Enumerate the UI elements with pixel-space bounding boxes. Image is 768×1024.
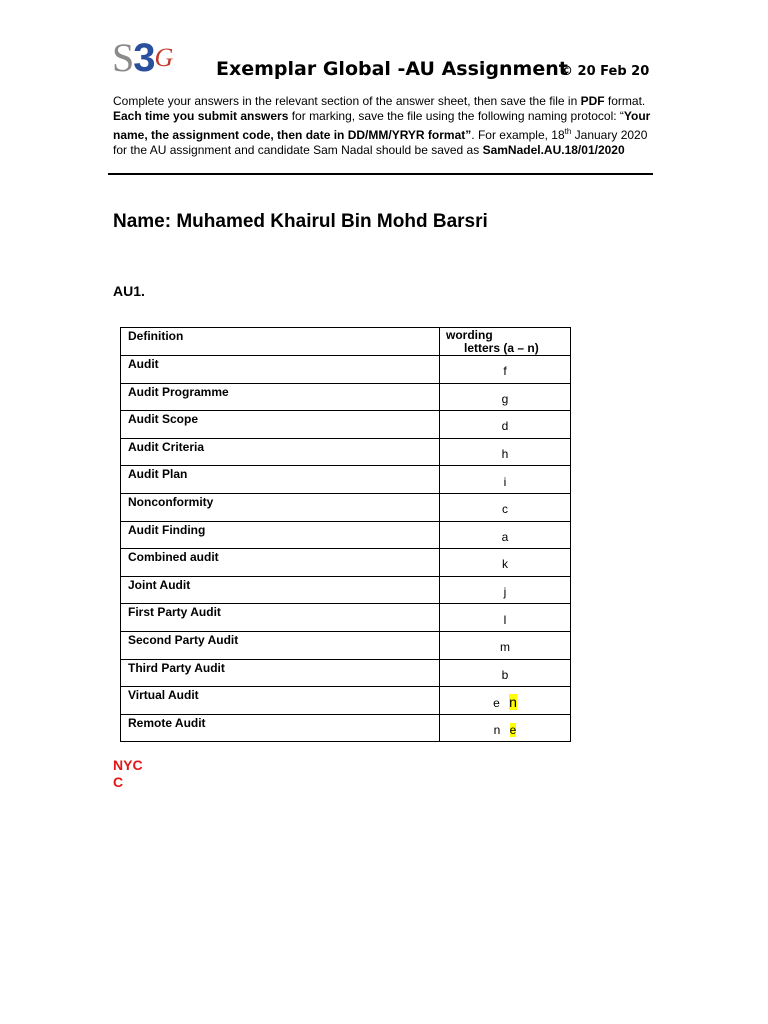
answer-cell (440, 466, 571, 494)
answer-cell (440, 383, 571, 411)
answer-letter: a (501, 529, 509, 544)
answer-cell (440, 549, 571, 577)
answer-letter: g (501, 391, 509, 406)
table-row (121, 576, 571, 604)
note-line-2: C (113, 774, 124, 790)
assignment-date: © 20 Feb 20 (560, 64, 650, 79)
definition-term: Audit Plan (121, 466, 440, 494)
answer-cell (440, 576, 571, 604)
answer-cell (440, 411, 571, 439)
definition-term: Combined audit (121, 549, 440, 577)
candidate-name: Name: Muhamed Khairul Bin Mohd Barsri (113, 211, 488, 232)
table-row (121, 493, 571, 521)
definition-term: Nonconformity (121, 493, 440, 521)
answer-letter: i (503, 474, 507, 489)
table-row (121, 714, 571, 742)
answer-cell (440, 714, 571, 742)
answer-letter: c (502, 502, 508, 517)
table-row (121, 383, 571, 411)
instr-text-4: . For example, 18 (471, 128, 565, 142)
answer-letter: h (501, 447, 509, 462)
instr-text-3: for marking, save the file using the following naming protocol: “ (288, 109, 624, 123)
col-definition-header: Definition (121, 328, 440, 356)
answer-letter: d (501, 419, 509, 434)
instr-text-1: Complete your answers in the relevant section of the answer sheet, then save the file in (113, 94, 581, 108)
definition-term: Second Party Audit (121, 631, 440, 659)
instr-example: SamNadel.AU.18/01/2020 (482, 143, 625, 157)
instr-th: th (564, 127, 572, 136)
definition-term: Virtual Audit (121, 687, 440, 715)
answer-cell (440, 604, 571, 632)
table-row (121, 631, 571, 659)
definition-term: Joint Audit (121, 576, 440, 604)
answer-cell (440, 493, 571, 521)
definitions-table (120, 327, 571, 742)
definition-term: Audit (121, 356, 440, 384)
answer-cell (440, 521, 571, 549)
note-line-1: NYC (113, 757, 143, 773)
table-row (121, 549, 571, 577)
table-row (121, 438, 571, 466)
assignment-title: Exemplar Global -AU Assignment (216, 58, 568, 80)
answer-cell (440, 687, 571, 715)
definition-term: Audit Criteria (121, 438, 440, 466)
table-row (121, 687, 571, 715)
table-row (121, 659, 571, 687)
table-row (121, 521, 571, 549)
table-header-row (121, 328, 571, 356)
grader-note (113, 757, 143, 791)
logo-s: S (112, 35, 134, 80)
logo-g: G (154, 43, 173, 72)
instructions (113, 94, 658, 158)
instr-text-5: January 2020 for the AU assignment and candidate Sam Nadal should be saved as (113, 128, 648, 157)
col-wording-label: wording (446, 328, 493, 342)
col-letters-label: letters (a – n) (464, 341, 539, 355)
divider (108, 173, 653, 175)
table-body (121, 356, 571, 742)
definition-term: Audit Programme (121, 383, 440, 411)
correction-letter: e (509, 723, 517, 738)
definition-term: First Party Audit (121, 604, 440, 632)
definition-term: Audit Scope (121, 411, 440, 439)
section-heading: AU1. (113, 283, 145, 299)
definition-term: Audit Finding (121, 521, 440, 549)
correction-letter: n (509, 694, 517, 711)
answer-letter: e (493, 696, 500, 711)
answer-letter: m (500, 640, 510, 655)
answer-letter: b (501, 667, 509, 682)
instr-text-2: format. (604, 94, 646, 108)
table-row (121, 356, 571, 384)
table-row (121, 466, 571, 494)
answer-cell (440, 659, 571, 687)
answer-letter: n (493, 723, 501, 738)
table-row (121, 604, 571, 632)
col-wording-header (440, 328, 571, 356)
table-row (121, 411, 571, 439)
answer-letter: f (503, 364, 507, 379)
answer-letter: l (503, 612, 507, 627)
answer-letter: j (503, 585, 507, 600)
instr-pdf: PDF (580, 94, 605, 108)
definition-term: Third Party Audit (121, 659, 440, 687)
definition-term: Remote Audit (121, 714, 440, 742)
logo-3: 3 (133, 36, 155, 80)
instr-protocol: Your name, the assignment code, then date in DD/MM/YRYR format” (113, 109, 651, 142)
s3g-logo (112, 35, 173, 80)
answer-cell (440, 631, 571, 659)
instr-each-time: Each time you submit answers (113, 109, 289, 123)
answer-cell (440, 356, 571, 384)
answer-letter: k (502, 557, 508, 572)
answer-cell (440, 438, 571, 466)
